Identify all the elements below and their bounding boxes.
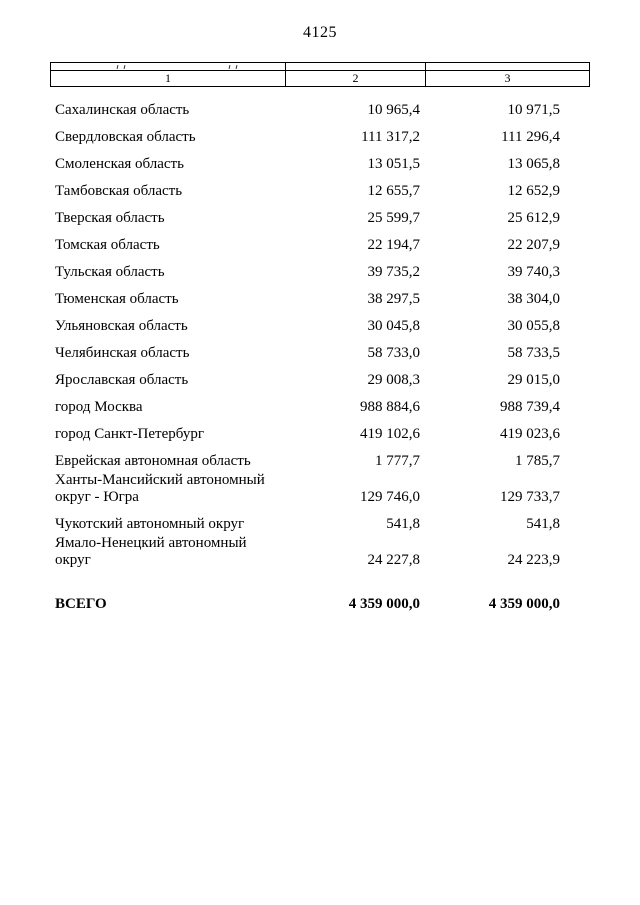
value-col3: 39 740,3 — [507, 264, 560, 280]
total-label: ВСЕГО — [55, 596, 107, 612]
total-row — [50, 587, 590, 614]
table-row — [50, 120, 590, 147]
value-col2: 22 194,7 — [367, 237, 420, 253]
value-col3: 419 023,6 — [500, 426, 560, 442]
value-col3: 22 207,9 — [507, 237, 560, 253]
table-header-col1: 1 — [51, 71, 286, 86]
value-col2: 24 227,8 — [367, 552, 420, 568]
region-name: Тульская область — [55, 264, 165, 280]
value-col2: 129 746,0 — [360, 489, 420, 505]
region-name: Ханты-Мансийский автономный округ - Югра — [55, 472, 265, 505]
table-header-top-strip-col3 — [426, 63, 589, 71]
region-name: Сахалинская область — [55, 102, 190, 118]
table-row — [50, 309, 590, 336]
value-col2: 39 735,2 — [367, 264, 420, 280]
table-row — [50, 444, 590, 471]
value-col2: 12 655,7 — [367, 183, 420, 199]
table-header-top-strip-col2 — [286, 63, 426, 71]
table-row — [50, 336, 590, 363]
value-col2: 419 102,6 — [360, 426, 420, 442]
value-col3: 30 055,8 — [507, 318, 560, 334]
scan-artifact — [228, 65, 230, 69]
table-header-top-strip-col1 — [51, 63, 286, 71]
table-header-col2: 2 — [286, 71, 426, 86]
region-name: город Москва — [55, 399, 143, 415]
value-col3: 541,8 — [526, 516, 560, 532]
region-name: Тюменская область — [55, 291, 179, 307]
total-value-col3: 4 359 000,0 — [488, 596, 560, 612]
table-row — [50, 417, 590, 444]
region-name: Чукотский автономный округ — [55, 516, 245, 532]
value-col3: 13 065,8 — [507, 156, 560, 172]
value-col2: 988 884,6 — [360, 399, 420, 415]
value-col3: 25 612,9 — [507, 210, 560, 226]
scan-artifact — [235, 65, 237, 69]
value-col3: 129 733,7 — [500, 489, 560, 505]
value-col2: 38 297,5 — [367, 291, 420, 307]
value-col3: 1 785,7 — [515, 453, 560, 469]
table-row — [50, 147, 590, 174]
value-col3: 12 652,9 — [507, 183, 560, 199]
value-col3: 24 223,9 — [507, 552, 560, 568]
region-name: Челябинская область — [55, 345, 190, 361]
value-col3: 29 015,0 — [507, 372, 560, 388]
table-row — [50, 534, 590, 570]
table-header — [50, 62, 590, 87]
table-row — [50, 471, 590, 507]
value-col3: 111 296,4 — [501, 129, 560, 145]
region-name: Тамбовская область — [55, 183, 183, 199]
page-number: 4125 — [303, 24, 337, 41]
table-row — [50, 228, 590, 255]
value-col2: 58 733,0 — [367, 345, 420, 361]
table-row — [50, 282, 590, 309]
region-name: Еврейская автономная область — [55, 453, 251, 469]
table-body — [50, 93, 590, 570]
table-total-section — [50, 587, 590, 614]
value-col2: 10 965,4 — [367, 102, 420, 118]
scan-artifact — [116, 65, 118, 69]
table-row — [50, 255, 590, 282]
region-name: Свердловская область — [55, 129, 196, 145]
region-name: Тверская область — [55, 210, 165, 226]
table-header-col3: 3 — [504, 71, 511, 85]
value-col3: 58 733,5 — [507, 345, 560, 361]
value-col2: 25 599,7 — [367, 210, 420, 226]
table-row — [50, 390, 590, 417]
region-name: Ярославская область — [55, 372, 189, 388]
value-col2: 541,8 — [386, 516, 420, 532]
region-name: Ульяновская область — [55, 318, 188, 334]
value-col3: 10 971,5 — [507, 102, 560, 118]
region-name: Ямало-Ненецкий автономный округ — [55, 535, 247, 568]
region-name: Смоленская область — [55, 156, 184, 172]
value-col2: 1 777,7 — [375, 453, 420, 469]
value-col3: 38 304,0 — [507, 291, 560, 307]
total-value-col2: 4 359 000,0 — [348, 596, 420, 612]
scan-artifact — [123, 65, 125, 69]
value-col3: 988 739,4 — [500, 399, 560, 415]
region-name: город Санкт-Петербург — [55, 426, 204, 442]
region-name: Томская область — [55, 237, 160, 253]
table-row — [50, 507, 590, 534]
table-row — [50, 93, 590, 120]
value-col2: 29 008,3 — [367, 372, 420, 388]
table-row — [50, 201, 590, 228]
value-col2: 111 317,2 — [361, 129, 420, 145]
table-row — [50, 174, 590, 201]
table-row — [50, 363, 590, 390]
value-col2: 30 045,8 — [367, 318, 420, 334]
value-col2: 13 051,5 — [367, 156, 420, 172]
